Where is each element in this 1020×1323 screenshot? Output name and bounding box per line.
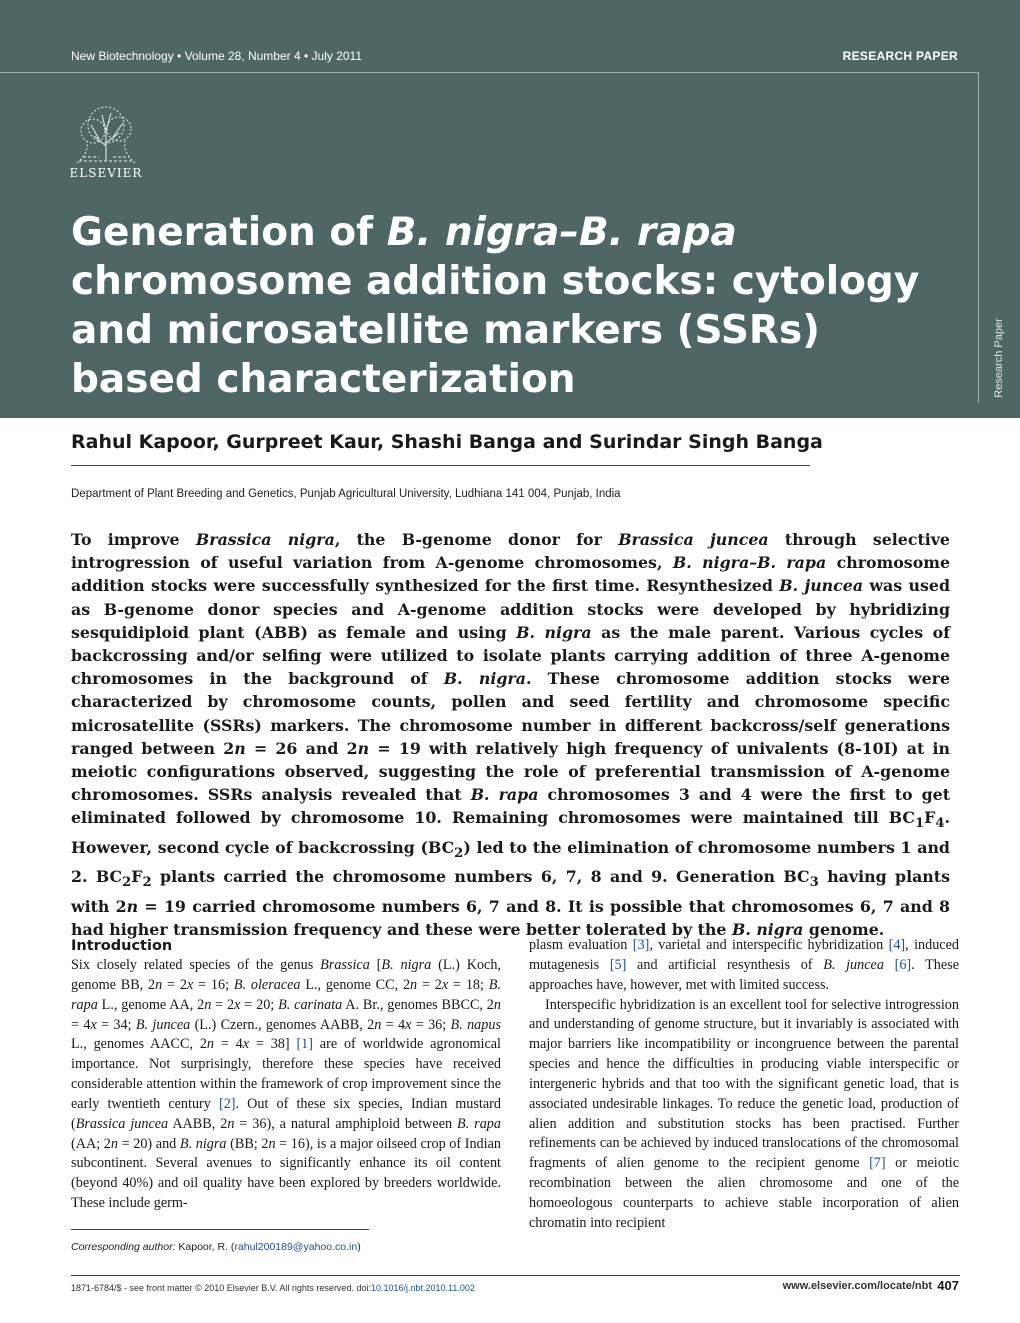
article-type: RESEARCH PAPER (842, 49, 958, 63)
author-list: Rahul Kapoor, Gurpreet Kaur, Shashi Banga and Surindar Singh Banga (71, 431, 823, 453)
page-number: 407 (937, 1278, 959, 1293)
article-title: Generation of B. nigra–B. rapa chromosome addition stocks: cytology and microsatellite markers (SSRs) based characterization (71, 210, 920, 402)
citation-link[interactable]: [7] (869, 1155, 886, 1172)
intro-paragraph-1-cont: plasm evaluation [3], varietal and interspecific hybridization [4], induced mutagenesis [5] and artificial resynthesis of B. juncea [6]. These approaches have, however, met with limited success. (529, 937, 960, 993)
doi-link[interactable]: 10.1016/j.nbt.2010.11.002 (370, 1283, 475, 1293)
side-label: Research Paper (993, 318, 1005, 398)
body-column-left (71, 936, 501, 1214)
citation-link[interactable]: [6] (894, 956, 912, 973)
publisher-wordmark: ELSEVIER (69, 166, 143, 180)
author-rule (71, 465, 810, 466)
citation-link[interactable]: [5] (609, 956, 627, 973)
citation-link[interactable]: [1] (296, 1036, 313, 1053)
section-heading-introduction: Introduction (71, 938, 173, 954)
citation-link[interactable]: [2] (218, 1095, 236, 1112)
citation-link[interactable]: [4] (888, 937, 906, 953)
author-email-link[interactable]: rahul200189@yahoo.co.in (234, 1241, 358, 1253)
citation-link[interactable]: [3] (632, 937, 650, 953)
journal-info: New Biotechnology • Volume 28, Number 4 • July 2011 (71, 49, 363, 63)
affiliation: Department of Plant Breeding and Genetics, Punjab Agricultural University, Ludhiana 141 004, Punjab, India (71, 488, 621, 500)
footnote-rule (71, 1229, 369, 1230)
abstract: To improve Brassica nigra, the B-genome donor for Brassica juncea through selective introgression of useful variation from A-genome chromosomes, B. nigra–B. rapa chromosome addition stocks were successfully synthesized for the first time. Resynthesized B. juncea was used as B-genome donor species and A-genome addition stocks were developed by hybridizing sesquidiploid plant (ABB) as female and using B. nigra as the male parent. Various cycles of backcrossing and/or selfing were utilized to isolate plants carrying addition of three A-genome chromosomes in the background of B. nigra. These chromosome addition stocks were characterized by chromosome counts, pollen and seed fertility and chromosome specific microsatellite (SSRs) markers. The chromosome number in different backcross/self generations ranged between 2n = 26 and 2n = 19 with relatively high frequency of univalents (8-10I) at in meiotic configurations observed, suggesting the role of preferential transmission of A-genome chromosomes. SSRs analysis revealed that B. rapa chromosomes 3 and 4 were the first to get eliminated followed by chromosome 10. Remaining chromosomes were maintained till $BC_1F_4$. However, second cycle of backcrossing $(BC_2)$ led to the elimination of chromosome numbers 1 and 2. $BC_2F_2$ plants carried the chromosome numbers 6, 7, 8 and 9. Generation $BC_3$ having plants with 2n = 19 carried chromosome numbers 6, 7 and 8. It is possible that chromosomes 6, 7 and 8 had higher transmission frequency and these were better tolerated by the B. nigra genome. (71, 530, 951, 939)
body-column-right (529, 936, 959, 1234)
header-divider (0, 72, 978, 73)
journal-url[interactable]: www.elsevier.com/locate/nbt (782, 1280, 932, 1292)
copyright-line: 1871-6784/$ - see front matter © 2010 Elsevier B.V. All rights reserved. doi:10.1016/j.nbt.2010.11.002 (71, 1283, 475, 1293)
intro-paragraph-1: Six closely related species of the genus Brassica [B. nigra (L.) Koch, genome BB, 2n = 2x = 16; B. oleracea L., genome CC, 2n = 2x = 18; B. rapa L., genome AA, 2n = 2x = 20; B. carinata A. Br., genomes BBCC, 2n = 4x = 34; B. juncea (L.) Czern., genomes AABB, 2n = 4x = 36; B. napus L., genomes AACC, 2n = 4x = 38] [1] are of worldwide agronomical importance. Not surprisingly, therefore these species have received considerable attention within the framework of crop improvement since the early twentieth century [2]. Out of these six species, Indian mustard (Brassica juncea AABB, 2n = 36), a natural amphiploid between B. rapa (AA; 2n = 20) and B. nigra (BB; 2n = 16), is a major oilseed crop of Indian subcontinent. Several avenues to significantly enhance its oil content (beyond 40%) and oil quality have been explored by breeders worldwide. These include germ- (71, 957, 501, 1212)
corresponding-author-note: Corresponding author: Kapoor, R. (rahul200189@yahoo.co.in) (71, 1241, 361, 1253)
intro-paragraph-2: Interspecific hybridization is an excellent tool for selective introgression and understanding of genome structure, but it invariably is associated with major barriers like incompatibility or incongruence between the parental species and hence the difficulties in producing viable interspecific or intergeneric hybrids and that too with the significant genetic load, that is associated undesirable linkages. To reduce the genetic load, production of alien addition and substitution stocks has been practised. Further refinements can be achieved by induced translocations of the chromosomal fragments of alien genome to the recipient genome [7] or meiotic recombination between the alien chromosome and one of the homoeologous counterparts to achieve stable incorporation of alien chromatin into recipient (529, 996, 960, 1231)
footer-rule (71, 1275, 960, 1276)
